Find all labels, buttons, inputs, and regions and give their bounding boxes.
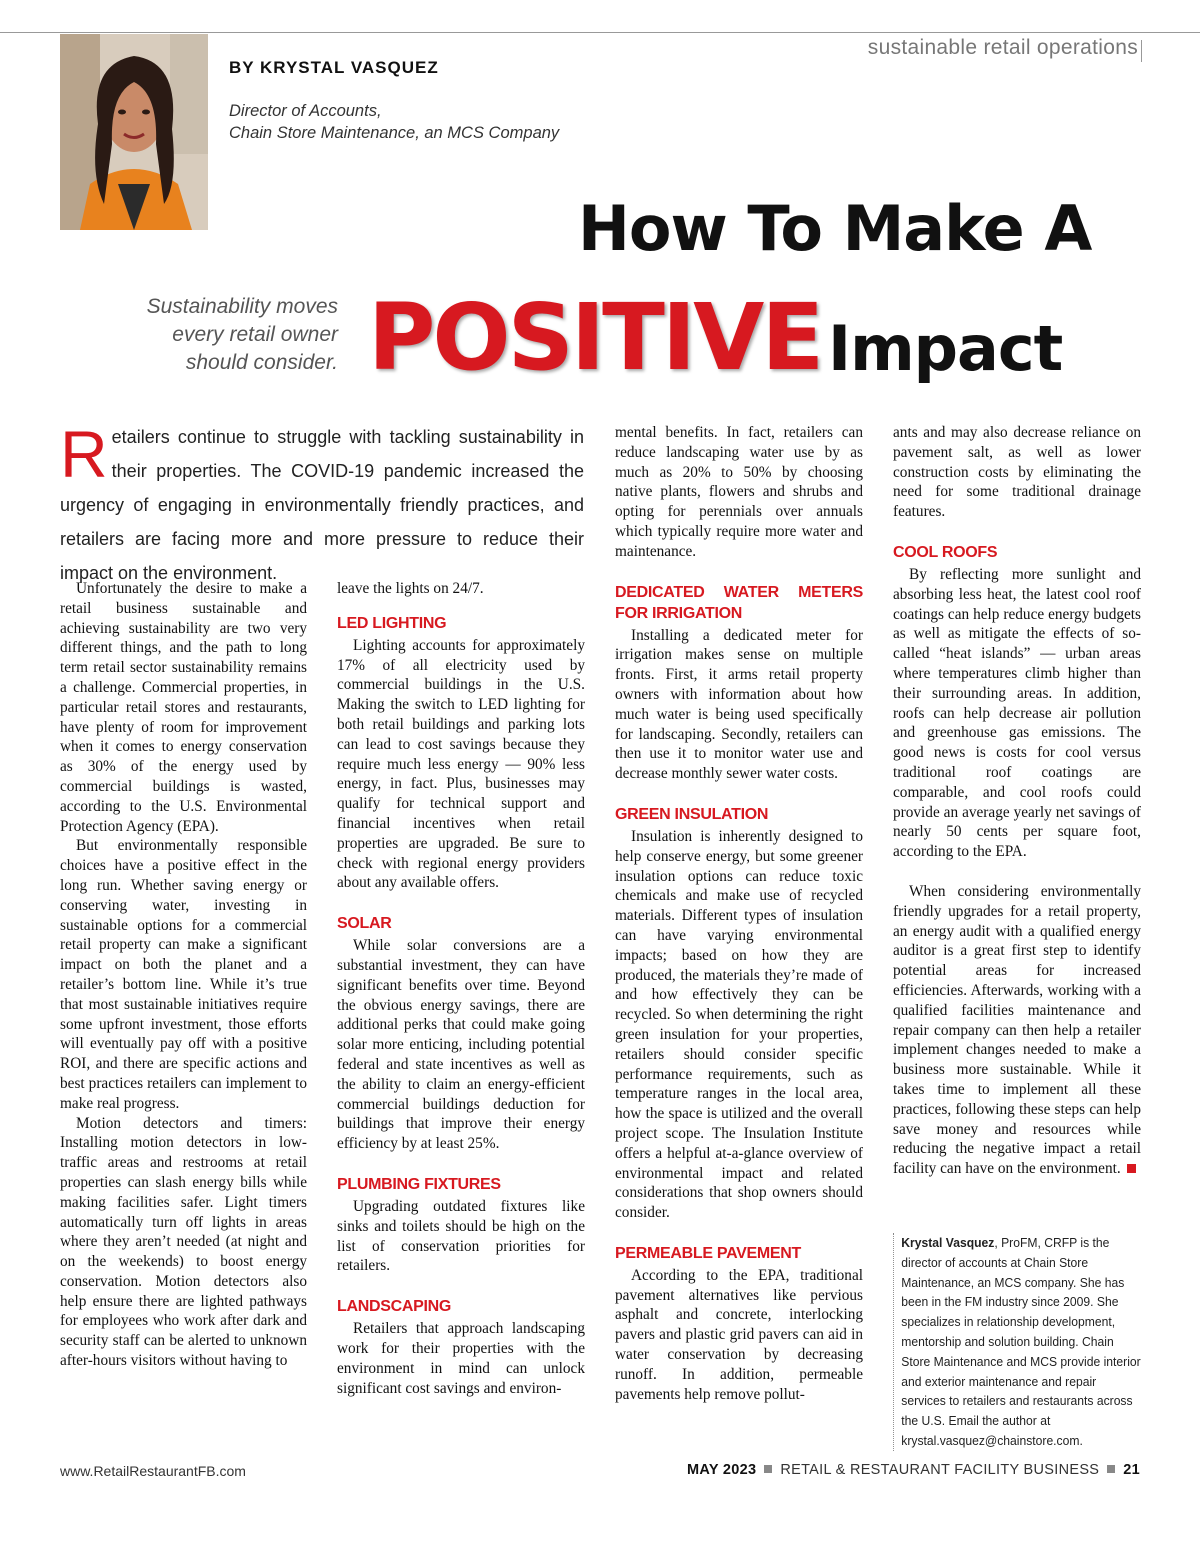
- body-paragraph: ants and may also decrease reliance on pavement salt, as well as lower construction costs by eliminating the need for some traditional drainage features.: [893, 424, 1141, 521]
- subhead-water-meters: DEDICATED WATER METERS FOR IRRIGATION: [615, 583, 863, 622]
- body-paragraph: Lighting accounts for approximately 17% of all electricity used by commercial buildings in the U.S. Making the switch to LED lighting for both retail buildings and parking lots can lead to cost savings because they require much less energy — 90% less energy, in fact. Plus, businesses may qualify for technical support and financial incentives when retail properties are upgraded. Be sure to check with regional energy providers about any available offers.: [337, 636, 585, 892]
- author-photo: [60, 34, 208, 230]
- headline-tail: Impact: [828, 312, 1063, 385]
- subhead-led-lighting: LED LIGHTING: [337, 614, 447, 632]
- closing-text: When considering environmentally friendly upgrades for a retail property, an energy audit with a qualified energy auditor is a great first step to identify potential areas for increased efficiencies. Afterwards, working with a qualified facilities maintenance and repair company can then help a retailer implement changes needed to make a business more sustainable. While it takes time to implement all these practices, following these steps can help save money and resources while reducing the negative impact a retail facility can have on the environment.: [893, 882, 1141, 1178]
- square-bullet-icon: [764, 1465, 772, 1473]
- footer-issue: MAY 2023: [687, 1462, 757, 1478]
- column-4: [893, 423, 1141, 1179]
- byline: BY KRYSTAL VASQUEZ: [229, 58, 439, 77]
- top-rule: [0, 32, 1200, 33]
- deck-line: Sustainability moves: [146, 295, 338, 318]
- deck: [80, 293, 338, 377]
- author-title: Director of Accounts,: [229, 102, 382, 120]
- square-bullet-icon: [1107, 1465, 1115, 1473]
- body-paragraph: mental benefits. In fact, retailers can reduce landscaping water use by as much as 20% to 50% by choosing native plants, flowers and shrubs and opting for perennials over annuals which typically require more water and maintenance.: [615, 424, 863, 560]
- body-paragraph: According to the EPA, traditional pavement alternatives like pervious asphalt and concrete, interlocking pavers and plastic grid pavers can aid in water conservation by decreasing runoff. In addition, permeable pavements help remove pollut-: [615, 1266, 863, 1403]
- bio-name: Krystal Vasquez: [901, 1235, 995, 1250]
- body-paragraph: Unfortunately the desire to make a retail business sustainable and achieving sustainability are two very different things, and the path to long term retail sector sustainability remains a challenge. Commercial properties, in particular retail stores and restaurants, have plenty of room for improvement when it comes to energy conservation as 30% of the energy used by commercial buildings is wasted, according to the U.S. Environmental Protection Agency (EPA).: [60, 580, 307, 835]
- subhead-cool-roofs: COOL ROOFS: [893, 543, 998, 561]
- body-paragraph: [893, 882, 1141, 1179]
- body-paragraph: But environmentally responsible choices have a positive effect in the long run. Whether saving energy or conserving water, investing in sustainable options for a commercial retail property can make a significant impact on both the planet and a retailer’s bottom line. While it’s true that most sustainable initiatives require some upfront investment, those efforts will eventually pay off with a positive ROI, and there are specific actions and best practices retailers can implement to make real progress.: [60, 837, 307, 1112]
- column-2: [337, 579, 585, 1398]
- drop-cap: R: [60, 417, 108, 491]
- body-paragraph: Motion detectors and timers: Installing motion detectors in low-traffic areas and restrooms at retail properties can slash energy bills while making facilities safer. Light timers automatically turn off lights in areas where they aren’t needed (at night and on the weekends) to boost energy conservation. Motion detectors also help ensure there are lighted pathways for employees who work after dark and security staff can be alerted to unknown after-hours visitors without having to: [60, 1114, 307, 1370]
- body-paragraph: Retailers that approach landscaping work for their properties with the environment in mind can unlock significant cost savings and environ-: [337, 1320, 585, 1397]
- section-divider: [1141, 40, 1142, 62]
- intro-text: etailers continue to struggle with tackling sustainability in their properties. The COVID-19 pandemic increased the urgency of engaging in environmentally friendly practices, and retailers are facing more and more pressure to reduce their impact on the environment.: [60, 427, 584, 583]
- column-1: [60, 579, 307, 1371]
- body-paragraph: Upgrading outdated fixtures like sinks and toilets should be high on the list of conservation priorities for retailers.: [337, 1197, 585, 1275]
- headline-line1: How To Make A: [578, 192, 1092, 265]
- author-role: [229, 100, 559, 144]
- headline-highlight: POSITIVE: [368, 284, 822, 391]
- page-number: 21: [1123, 1462, 1140, 1478]
- footer-publication: RETAIL & RESTAURANT FACILITY BUSINESS: [780, 1462, 1100, 1478]
- subhead-green-insulation: GREEN INSULATION: [615, 805, 769, 823]
- subhead-plumbing: PLUMBING FIXTURES: [337, 1175, 501, 1193]
- author-bio: [893, 1233, 1142, 1451]
- deck-line: should consider.: [185, 351, 338, 374]
- footer-folio: [687, 1462, 1140, 1478]
- bio-text: , ProFM, CRFP is the director of accounts at Chain Store Maintenance, an MCS company. She has been in the FM industry since 2009. She specializes in relationship development, mentorship and solution building. Chain Store Maintenance and MCS provide interior and exterior maintenance and repair services to retailers and restaurants across the U.S. Email the author at krystal.vasquez@chainstore.com.: [901, 1235, 1141, 1448]
- intro-paragraph: [60, 417, 584, 590]
- section-tag: sustainable retail operations: [867, 36, 1138, 59]
- subhead-permeable-pavement: PERMEABLE PAVEMENT: [615, 1244, 802, 1262]
- body-paragraph: While solar conversions are a substantial investment, they can have significant benefits over time. Beyond the obvious energy savings, there are additional perks that could make going solar more enticing, including potential federal and state incentives as well as the ability to claim an energy-efficient commercial buildings deduction for buildings that improve their energy efficiency by at least 25%.: [337, 937, 585, 1153]
- author-company: Chain Store Maintenance, an MCS Company: [229, 124, 560, 142]
- body-paragraph: By reflecting more sunlight and absorbing less heat, the latest cool roof coatings can help reduce energy budgets as well as mitigate the effects of so-called “heat islands” — urban areas where temperatures climb higher than their surrounding areas. In addition, roofs can help decrease air pollution and greenhouse gas emissions. The good news is costs for cool versus traditional roof coatings are comparable, and cool roofs could provide an average yearly net savings of nearly 50 cents per square foot, according to the EPA.: [893, 565, 1141, 861]
- body-paragraph: leave the lights on 24/7.: [337, 580, 484, 597]
- deck-line: every retail owner: [172, 323, 338, 346]
- subhead-landscaping: LANDSCAPING: [337, 1298, 452, 1316]
- end-mark: [1127, 1164, 1136, 1173]
- column-3: [615, 423, 863, 1404]
- footer-website: www.RetailRestaurantFB.com: [60, 1463, 246, 1479]
- subhead-solar: SOLAR: [337, 915, 392, 933]
- body-paragraph: Installing a dedicated meter for irrigation makes sense on multiple fronts. First, it arms retail property owners with information about how much water is being used specifically for landscaping. Secondly, retailers can then use it to monitor water use and decrease monthly sewer water costs.: [615, 626, 863, 783]
- body-paragraph: Insulation is inherently designed to help conserve energy, but some greener insulation options can reduce toxic chemicals and make use of recycled materials. Different types of insulation can have varying environmental impacts; based on how they are produced, the materials they’re made of and how effectively they can be recycled. So when determining the right green insulation for your properties, retailers should consider specific performance requirements, such as temperature ranges in the local area, how the space is utilized and the overall project scope. The Insulation Institute offers a helpful at-a-glance overview of environmental impact and related considerations that shop owners should consider.: [615, 827, 863, 1222]
